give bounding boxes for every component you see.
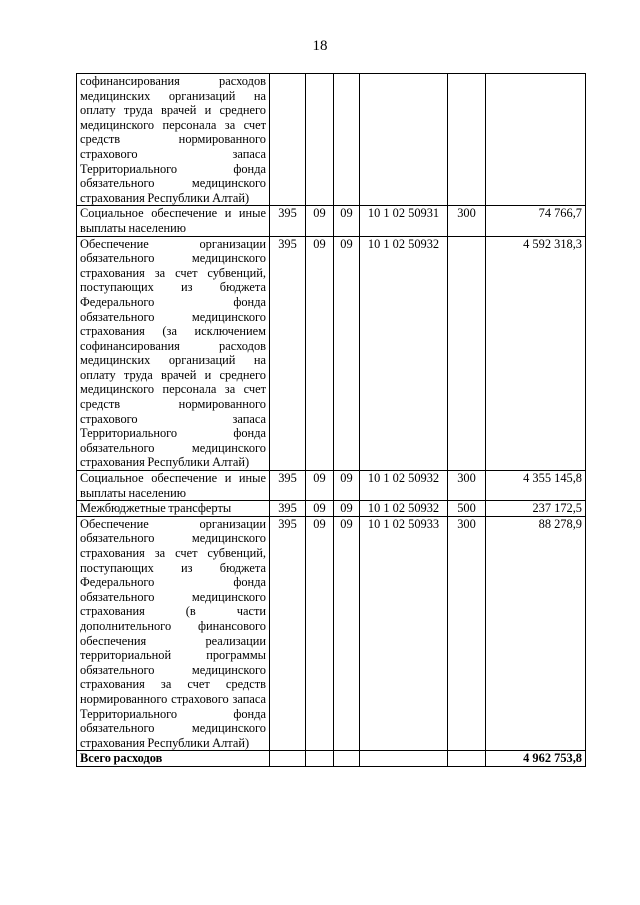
expense-type-code: 500: [448, 501, 486, 517]
target-code: 10 1 02 50932: [360, 501, 448, 517]
target-code: 10 1 02 50931: [360, 206, 448, 236]
table-row: [77, 236, 586, 471]
ministry-code: 395: [270, 501, 306, 517]
target-code: 10 1 02 50932: [360, 471, 448, 501]
empty-cell: [448, 751, 486, 767]
section-code: 09: [306, 206, 334, 236]
target-code: [360, 74, 448, 206]
subsection-code: 09: [334, 206, 360, 236]
section-code: [306, 74, 334, 206]
empty-cell: [334, 751, 360, 767]
amount: 88 278,9: [486, 516, 586, 751]
expense-type-code: [448, 74, 486, 206]
amount: 4 592 318,3: [486, 236, 586, 471]
row-name: Обеспечение организации обязательного медицинского страхования за счет субвенций, поступающих из бюджета Федерального фонда обязательного медицинского страхования (в части дополнительного финансового обеспечения реализации территориальной программы обязательного медицинского страхования за счет средств нормированного страхового запаса Территориального фонда обязательного медицинского страхования Республики Алтай): [77, 516, 270, 751]
table-row: [77, 471, 586, 501]
expense-type-code: 300: [448, 516, 486, 751]
subsection-code: 09: [334, 471, 360, 501]
ministry-code: 395: [270, 516, 306, 751]
total-amount: 4 962 753,8: [486, 751, 586, 767]
subsection-code: 09: [334, 501, 360, 517]
expense-type-code: 300: [448, 206, 486, 236]
total-label: Всего расходов: [77, 751, 270, 767]
ministry-code: 395: [270, 206, 306, 236]
amount: 74 766,7: [486, 206, 586, 236]
amount: 4 355 145,8: [486, 471, 586, 501]
row-name: Межбюджетные трансферты: [77, 501, 270, 517]
section-code: 09: [306, 471, 334, 501]
table-row: [77, 74, 586, 206]
subsection-code: [334, 74, 360, 206]
section-code: 09: [306, 501, 334, 517]
row-name: софинансирования расходов медицинских организаций на оплату труда врачей и среднего медицинского персонала за счет средств нормированного страхового запаса Территориального фонда обязательного медицинского страхования Республики Алтай): [77, 74, 270, 206]
amount: [486, 74, 586, 206]
budget-table: [76, 73, 586, 767]
empty-cell: [360, 751, 448, 767]
row-name: Обеспечение организации обязательного медицинского страхования за счет субвенций, поступающих из бюджета Федерального фонда обязательного медицинского страхования (за исключением софинансирования расходов медицинских организаций на оплату труда врачей и среднего медицинского персонала за счет средств нормированного страхового запаса Территориального фонда обязательного медицинского страхования Республики Алтай): [77, 236, 270, 471]
table-row: [77, 501, 586, 517]
subsection-code: 09: [334, 516, 360, 751]
empty-cell: [306, 751, 334, 767]
empty-cell: [270, 751, 306, 767]
subsection-code: 09: [334, 236, 360, 471]
row-name: Социальное обеспечение и иные выплаты населению: [77, 206, 270, 236]
target-code: 10 1 02 50932: [360, 236, 448, 471]
section-code: 09: [306, 516, 334, 751]
amount: 237 172,5: [486, 501, 586, 517]
ministry-code: [270, 74, 306, 206]
table-row: [77, 516, 586, 751]
section-code: 09: [306, 236, 334, 471]
ministry-code: 395: [270, 236, 306, 471]
expense-type-code: 300: [448, 471, 486, 501]
target-code: 10 1 02 50933: [360, 516, 448, 751]
row-name: Социальное обеспечение и иные выплаты населению: [77, 471, 270, 501]
expense-type-code: [448, 236, 486, 471]
ministry-code: 395: [270, 471, 306, 501]
page-number: 18: [312, 38, 328, 54]
table-row: [77, 206, 586, 236]
total-row: [77, 751, 586, 767]
